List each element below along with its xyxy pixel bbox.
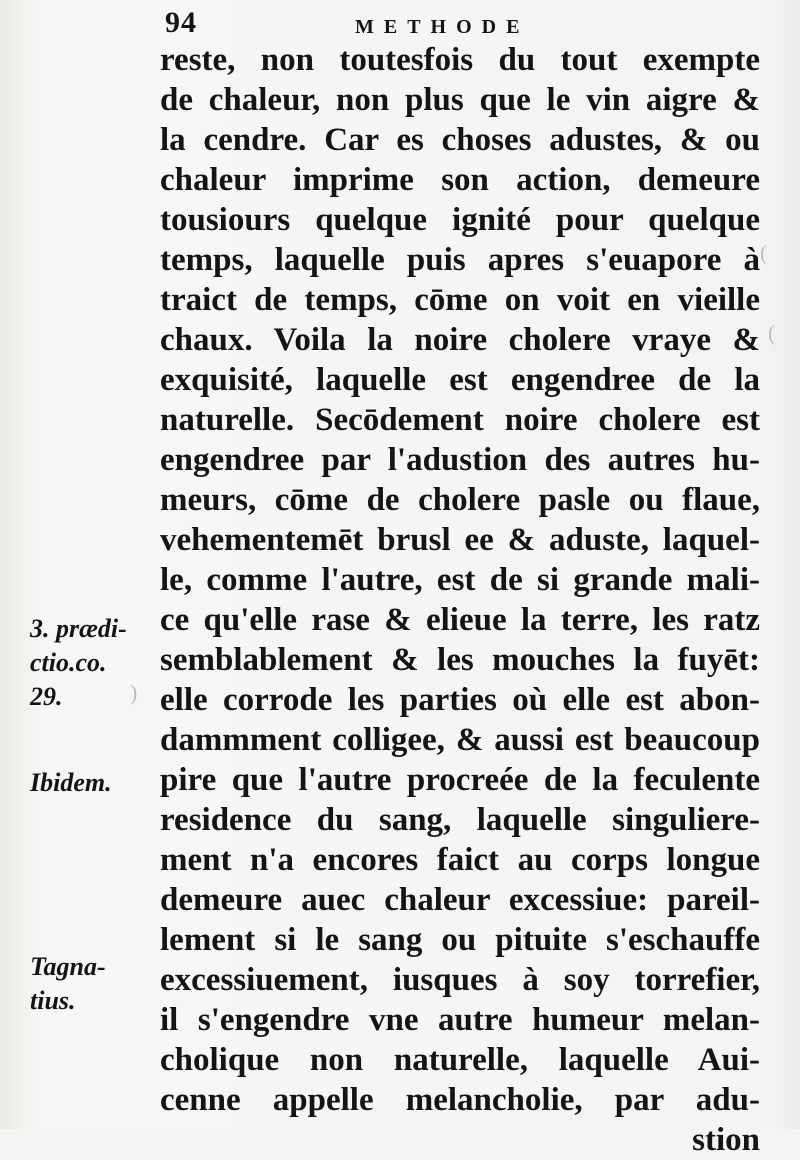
text-line: residence du sang, laquelle singuliere- bbox=[160, 802, 760, 838]
text-line: de chaleur, non plus que le vin aigre & bbox=[160, 82, 760, 118]
text-line: excessiuement, iusques à soy torrefier, bbox=[160, 962, 760, 998]
text-line: pire que l'autre procreée de la feculente bbox=[160, 762, 760, 798]
page-number: 94 bbox=[165, 6, 197, 39]
text-line: naturelle. Secōdement noire cholere est bbox=[160, 402, 760, 438]
text-line: ment n'a encores faict au corps longue bbox=[160, 842, 760, 878]
text-line: semblablement & les mouches la fuyēt: bbox=[160, 642, 760, 678]
running-head: METHODE bbox=[355, 16, 530, 38]
page-header bbox=[165, 6, 765, 38]
margin-note-line: Ibidem. bbox=[30, 768, 112, 797]
margin-note-ibidem bbox=[30, 766, 112, 800]
text-line: meurs, cōme de cholere pasle ou flaue, bbox=[160, 482, 760, 518]
text-line: reste, non toutesfois du tout exempte bbox=[160, 42, 760, 78]
text-line: elle corrode les parties où elle est abon- bbox=[160, 682, 760, 718]
text-line: chaleur imprime son action, demeure bbox=[160, 162, 760, 198]
text-line: lement si le sang ou pituite s'eschauffe bbox=[160, 922, 760, 958]
text-line: dammment colligee, & aussi est beaucoup bbox=[160, 722, 760, 758]
text-line: le, comme l'autre, est de si grande mali- bbox=[160, 562, 760, 598]
margin-note-tagnatius bbox=[30, 950, 106, 1018]
bleed-through-mark: ( bbox=[768, 320, 776, 345]
bleed-through-mark: ( bbox=[760, 240, 768, 265]
margin-note-praedictio bbox=[30, 612, 127, 714]
text-line: cholique non naturelle, laquelle Aui- bbox=[160, 1042, 760, 1078]
text-line: tousiours quelque ignité pour quelque bbox=[160, 202, 760, 238]
margin-note-line: 29. bbox=[30, 682, 63, 711]
text-line: ce qu'elle rase & elieue la terre, les ratz bbox=[160, 602, 760, 638]
text-line: cenne appelle melancholie, par adu- bbox=[160, 1082, 760, 1118]
margin-note-line: 3. prædi- bbox=[30, 614, 127, 643]
text-line: traict de temps, cōme on voit en vieille bbox=[160, 282, 760, 318]
margin-note-line: ctio.co. bbox=[30, 648, 107, 677]
bleed-through-mark: ) bbox=[130, 680, 138, 705]
text-line-catchword: stion bbox=[692, 1122, 760, 1158]
text-line: vehementemēt brusl ee & aduste, laquel- bbox=[160, 522, 760, 558]
margin-note-line: tius. bbox=[30, 986, 76, 1015]
body-text bbox=[160, 40, 760, 1160]
margin-note-line: Tagna- bbox=[30, 952, 106, 981]
text-line: engendree par l'adustion des autres hu- bbox=[160, 442, 760, 478]
text-line: exquisité, laquelle est engendree de la bbox=[160, 362, 760, 398]
text-line: il s'engendre vne autre humeur melan- bbox=[160, 1002, 760, 1038]
text-line: la cendre. Car es choses adustes, & ou bbox=[160, 122, 760, 158]
text-line: demeure auec chaleur excessiue: pareil- bbox=[160, 882, 760, 918]
text-line: chaux. Voila la noire cholere vraye & bbox=[160, 322, 760, 358]
text-line: temps, laquelle puis apres s'euapore à bbox=[160, 242, 760, 278]
